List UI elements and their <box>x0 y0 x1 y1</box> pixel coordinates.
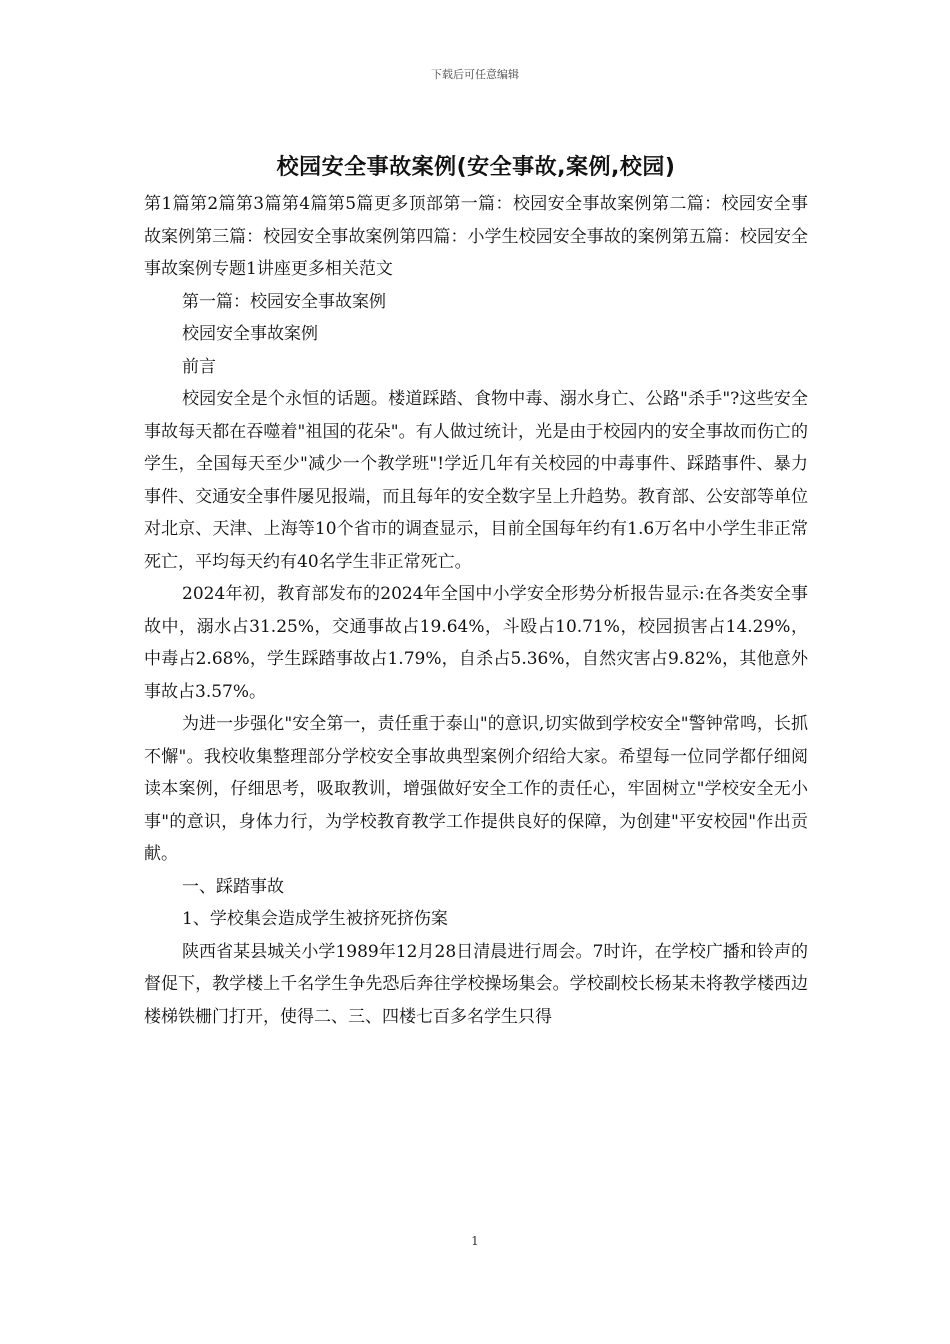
body-paragraph: 为进一步强化"安全第一，责任重于泰山"的意识,切实做到学校安全"警钟常鸣，长抓不懈"。我校收集整理部分学校安全事故典型案例介绍给大家。希望每一位同学都仔细阅读本案例，仔细思考，吸取教训，增强做好安全工作的责任心，牢固树立"学校安全无小事"的意识，身体力行，为学校教育教学工作提供良好的保障，为创建"平安校园"作出贡献。 <box>144 714 808 864</box>
table-of-contents: 第1篇第2篇第3篇第4篇第5篇更多顶部第一篇：校园安全事故案例第二篇：校园安全事故案例第三篇：校园安全事故案例第四篇：小学生校园安全事故的案例第五篇：校园安全事故案例专题1讲座更多相关范文 <box>144 194 808 279</box>
case-title: 1、学校集会造成学生被挤死挤伤案 <box>182 909 448 929</box>
document-title: 校园安全事故案例(安全事故,案例,校园) <box>276 155 676 180</box>
section-heading: 第一篇：校园安全事故案例 <box>182 291 386 312</box>
document-body <box>144 148 808 1033</box>
body-paragraph: 2024年初，教育部发布的2024年全国中小学安全形势分析报告显示:在各类安全事故中，溺水占31.25%，交通事故占19.64%，斗殴占10.71%，校园损害占14.29%，中毒占2.68%，学生踩踏事故占1.79%，自杀占5.36%，自然灾害占9.82%，其他意外事故占3.57%。 <box>144 584 808 702</box>
body-paragraph: 校园安全是个永恒的话题。楼道踩踏、食物中毒、溺水身亡、公路"杀手"?这些安全事故每天都在吞噬着"祖国的花朵"。有人做过统计，光是由于校园内的安全事故而伤亡的学生，全国每天至少"减少一个教学班"!学近几年有关校园的中毒事件、踩踏事件、暴力事件、交通安全事件屡见报端，而且每年的安全数字呈上升趋势。教育部、公安部等单位对北京、天津、上海等10个省市的调查显示，目前全国每年约有1.6万名中小学生非正常死亡，平均每天约有40名学生非正常死亡。 <box>144 389 808 572</box>
page-number: 1 <box>471 1234 479 1248</box>
page-header-note: 下载后可任意编辑 <box>431 68 519 81</box>
body-paragraph: 陕西省某县城关小学1989年12月28日清晨进行周会。7时许，在学校广播和铃声的督促下，教学楼上千名学生争先恐后奔往学校操场集会。学校副校长杨某未将教学楼西边楼梯铁栅门打开，使得二、三、四楼七百多名学生只得 <box>144 941 808 1027</box>
category-heading: 一、踩踏事故 <box>182 876 284 897</box>
document-subtitle: 校园安全事故案例 <box>182 324 318 344</box>
preface-heading: 前言 <box>182 356 216 377</box>
